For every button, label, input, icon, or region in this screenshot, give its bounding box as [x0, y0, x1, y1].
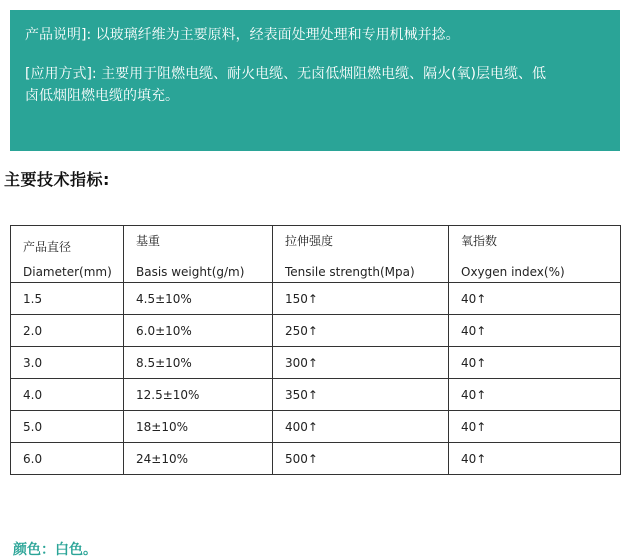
table-row	[11, 315, 621, 347]
cell-basis-weight: 12.5±10%	[124, 379, 273, 411]
table-row	[11, 379, 621, 411]
product-description: 产品说明]: 以玻璃纤维为主要原料，经表面处理处理和专用机械并捻。	[25, 27, 460, 43]
table-header-row	[11, 226, 621, 283]
cell-tensile-strength: 300↑	[273, 347, 449, 379]
color-note: 颜色：白色。	[13, 542, 97, 558]
header-tensile-strength	[273, 226, 449, 283]
header-basis-weight	[124, 226, 273, 283]
product-info-box	[10, 10, 620, 151]
cell-diameter: 6.0	[11, 443, 124, 475]
cell-oxygen-index: 40↑	[449, 347, 621, 379]
cell-basis-weight: 6.0±10%	[124, 315, 273, 347]
cell-oxygen-index: 40↑	[449, 315, 621, 347]
cell-tensile-strength: 250↑	[273, 315, 449, 347]
cell-basis-weight: 24±10%	[124, 443, 273, 475]
table-row	[11, 347, 621, 379]
table-row	[11, 411, 621, 443]
header-en: Tensile strength(Mpa)	[285, 265, 415, 279]
header-cn: 拉伸强度	[285, 234, 334, 248]
table-row	[11, 283, 621, 315]
table-row	[11, 443, 621, 475]
header-en: Basis weight(g/m)	[136, 265, 245, 279]
cell-oxygen-index: 40↑	[449, 379, 621, 411]
header-oxygen-index	[449, 226, 621, 283]
header-diameter	[11, 226, 124, 283]
cell-oxygen-index: 40↑	[449, 283, 621, 315]
header-cn: 氧指数	[461, 234, 498, 248]
application-line-2: 卤低烟阻燃电缆的填充。	[25, 88, 179, 104]
cell-tensile-strength: 400↑	[273, 411, 449, 443]
cell-basis-weight: 4.5±10%	[124, 283, 273, 315]
cell-diameter: 2.0	[11, 315, 124, 347]
cell-diameter: 3.0	[11, 347, 124, 379]
header-cn: 产品直径	[23, 240, 72, 254]
cell-diameter: 4.0	[11, 379, 124, 411]
header-cn: 基重	[136, 234, 161, 248]
cell-oxygen-index: 40↑	[449, 411, 621, 443]
cell-tensile-strength: 150↑	[273, 283, 449, 315]
cell-basis-weight: 8.5±10%	[124, 347, 273, 379]
cell-diameter: 5.0	[11, 411, 124, 443]
header-en: Oxygen index(%)	[461, 265, 565, 279]
header-en: Diameter(mm)	[23, 265, 112, 279]
spec-table	[10, 225, 621, 475]
section-title: 主要技术指标:	[4, 170, 110, 189]
application-line-1: [应用方式]: 主要用于阻燃电缆、耐火电缆、无卤低烟阻燃电缆、隔火(氧)层电缆、低	[25, 66, 547, 82]
cell-oxygen-index: 40↑	[449, 443, 621, 475]
cell-tensile-strength: 350↑	[273, 379, 449, 411]
cell-diameter: 1.5	[11, 283, 124, 315]
cell-tensile-strength: 500↑	[273, 443, 449, 475]
cell-basis-weight: 18±10%	[124, 411, 273, 443]
